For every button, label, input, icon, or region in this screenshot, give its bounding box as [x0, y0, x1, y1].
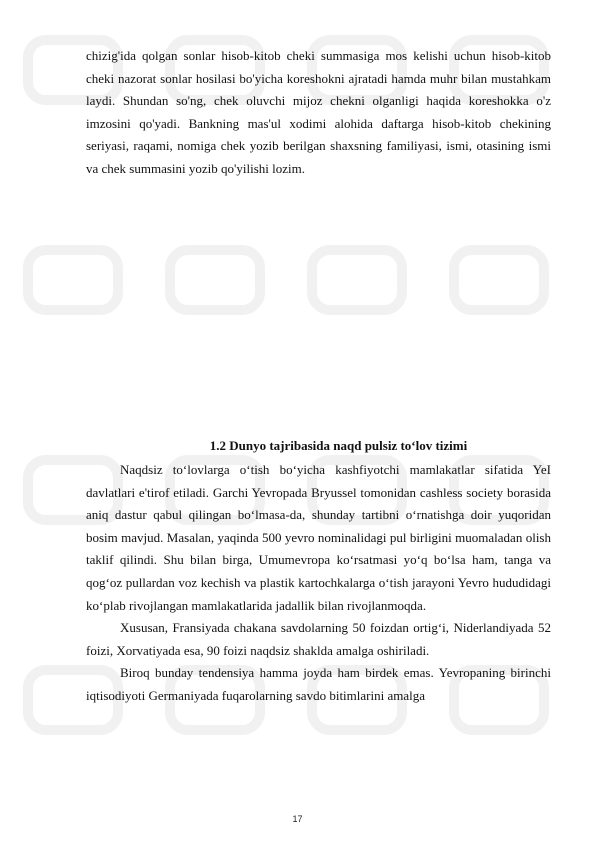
- body-paragraph-3: Biroq bunday tendensiya hamma joyda ham birdek emas. Yevropaning birinchi iqtisodiyoti Germaniyada fuqarolarning savdo bitimlarini amalga: [86, 665, 551, 703]
- section-body: [86, 459, 551, 708]
- top-paragraph: chizig'ida qolgan sonlar hisob-kitob cheki summasiga mos kelishi uchun hisob-kitob cheki nazorat sonlar hosilasi bo'yicha koreshokni ajratadi hamda muhr bilan mustahkam laydi. Shundan so'ng, chek oluvchi mijoz chekni olganligi haqida koreshokka o'z imzosini qo'yadi. Bankning mas'ul xodimi alohida daftarga hisob-kitob chekining seriyasi, raqami, nomiga chek yozib berilgan shaxsning familiyasi, ismi, otasining ismi va chek summasini yozib qo'yilishi lozim.: [86, 48, 551, 176]
- page-number: 17: [292, 814, 303, 824]
- section-heading: 1.2 Dunyo tajribasida naqd pulsiz to‘lov tizimi: [209, 438, 468, 453]
- body-paragraph-2: Xususan, Fransiyada chakana savdolarning 50 foizdan ortig‘i, Niderlandiyada 52 foizi, Xorvatiyada esa, 90 foizi naqdsiz shaklda amalga oshiriladi.: [86, 620, 551, 658]
- body-paragraph-1: Naqdsiz to‘lovlarga o‘tish bo‘yicha kashfiyotchi mamlakatlar sifatida YeI davlatlari e'tirof etiladi. Garchi Yevropada Bryussel tomonidan cashless society borasida aniq dastur qabul qilingan bo‘lmasa-da, shunday tartibni o‘rnatishga doir yuqoridan bosim mavjud. Masalan, yaqinda 500 yevro nominalidagi pul birligini muomaladan olish taklif qilindi. Shu bilan birga, Umumevropa ko‘rsatmasi yo‘q bo‘lsa ham, tanga va qog‘oz pullardan voz kechish va plastik kartochkalarga o‘tish jarayoni Yevro hududidagi ko‘plab rivojlangan mamlakatlarida jadallik bilan rivojlanmoqda.: [86, 462, 551, 613]
- top-text-block: [86, 45, 551, 181]
